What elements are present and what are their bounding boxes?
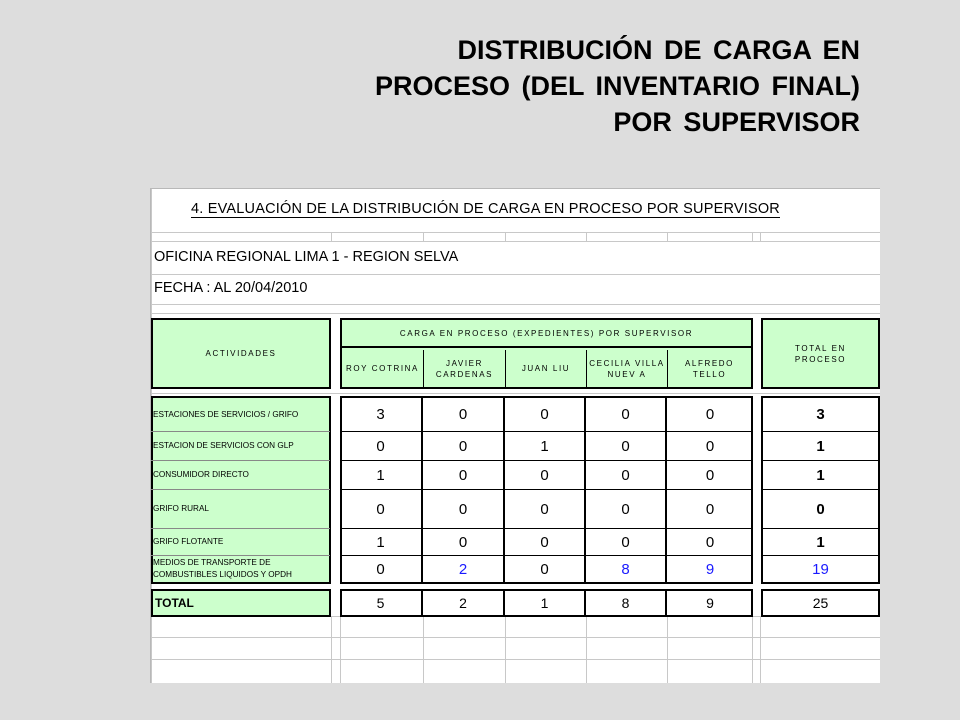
activities-header-label: ACTIVIDADES xyxy=(205,349,277,358)
grand-total-cell: 25 xyxy=(761,589,880,617)
activity-label: CONSUMIDOR DIRECTO xyxy=(151,460,330,489)
total-header xyxy=(761,318,880,389)
activity-label: MEDIOS DE TRANSPORTE DE COMBUSTIBLES LIQUIDOS Y OPDH xyxy=(151,555,330,582)
value-cell: 0 xyxy=(586,398,667,431)
total-value-cell: 9 xyxy=(706,595,714,611)
supervisor-header: ROY COTRINA xyxy=(342,350,424,387)
row-total-cell: 19 xyxy=(761,555,880,582)
value-cell: 0 xyxy=(340,489,423,528)
title-line-2: PROCESO (DEL INVENTARIO FINAL) xyxy=(374,71,860,101)
value-cell: 0 xyxy=(505,528,586,555)
value-cell: 0 xyxy=(505,555,586,582)
total-value-cell: 8 xyxy=(586,589,667,617)
title-line-1: DISTRIBUCIÓN DE CARGA EN xyxy=(457,35,860,65)
activity-label: GRIFO FLOTANTE xyxy=(151,528,330,555)
value-cell: 1 xyxy=(340,460,423,489)
supervisor-header: JUAN LIU xyxy=(506,350,587,387)
value-cell: 2 xyxy=(423,555,505,582)
value-cell: 9 xyxy=(667,555,753,582)
value-cell: 1 xyxy=(340,528,423,555)
total-row-label xyxy=(151,589,331,617)
value-cell: 3 xyxy=(340,398,423,431)
total-header-label: TOTAL EN PROCESO xyxy=(794,343,847,364)
row-total-cell: 1 xyxy=(761,528,880,555)
value-cell: 0 xyxy=(705,406,715,423)
spreadsheet-table xyxy=(150,188,880,683)
value-cell: 0 xyxy=(667,460,753,489)
value-cell: 0 xyxy=(505,460,586,489)
value-cell: 0 xyxy=(505,398,586,431)
value-cell: 0 xyxy=(586,431,667,460)
total-value-cell: 5 xyxy=(340,589,423,617)
value-cell: 8 xyxy=(586,555,667,582)
activity-label: ESTACION DE SERVICIOS CON GLP xyxy=(151,431,330,460)
total-value-cell: 2 xyxy=(423,589,505,617)
supervisor-header: ALFREDO TELLO xyxy=(685,358,734,379)
value-cell: 0 xyxy=(667,528,753,555)
activity-label: GRIFO RURAL xyxy=(151,489,330,528)
supervisor-header: CECILIA VILLANUEV A xyxy=(587,350,668,387)
row-total-cell: 0 xyxy=(761,489,880,528)
date-label: FECHA : AL 20/04/2010 xyxy=(154,280,308,296)
row-total-cell: 1 xyxy=(761,460,880,489)
value-cell: 0 xyxy=(586,489,667,528)
value-cell: 0 xyxy=(423,431,505,460)
slide-title xyxy=(160,32,860,140)
sheet-heading: 4. EVALUACIÓN DE LA DISTRIBUCIÓN DE CARGA EN PROCESO POR SUPERVISOR xyxy=(191,201,780,217)
row-total-cell: 3 xyxy=(816,406,825,423)
value-cell: 0 xyxy=(340,555,423,582)
value-cell: 0 xyxy=(423,460,505,489)
activity-label: ESTACIONES DE SERVICIOS / GRIFO xyxy=(153,409,299,419)
supervisor-group-header xyxy=(340,318,753,389)
value-cell: 0 xyxy=(586,528,667,555)
total-value-cell: 1 xyxy=(505,589,586,617)
total-row-label-text: TOTAL xyxy=(155,596,194,610)
title-line-3: POR SUPERVISOR xyxy=(613,107,860,137)
activities-header xyxy=(151,318,331,389)
group-header-label: CARGA EN PROCESO (EXPEDIENTES) POR SUPERVISOR xyxy=(342,320,751,348)
value-cell: 0 xyxy=(340,431,423,460)
value-cell: 0 xyxy=(505,489,586,528)
value-cell: 0 xyxy=(667,431,753,460)
value-cell: 0 xyxy=(423,528,505,555)
row-total-cell: 1 xyxy=(761,431,880,460)
value-cell: 0 xyxy=(667,489,753,528)
value-cell: 0 xyxy=(423,398,505,431)
value-cell: 0 xyxy=(423,489,505,528)
office-label: OFICINA REGIONAL LIMA 1 - REGION SELVA xyxy=(154,249,459,265)
value-cell: 0 xyxy=(586,460,667,489)
supervisor-header: JAVIER CARDENAS xyxy=(424,350,506,387)
value-cell: 1 xyxy=(505,431,586,460)
